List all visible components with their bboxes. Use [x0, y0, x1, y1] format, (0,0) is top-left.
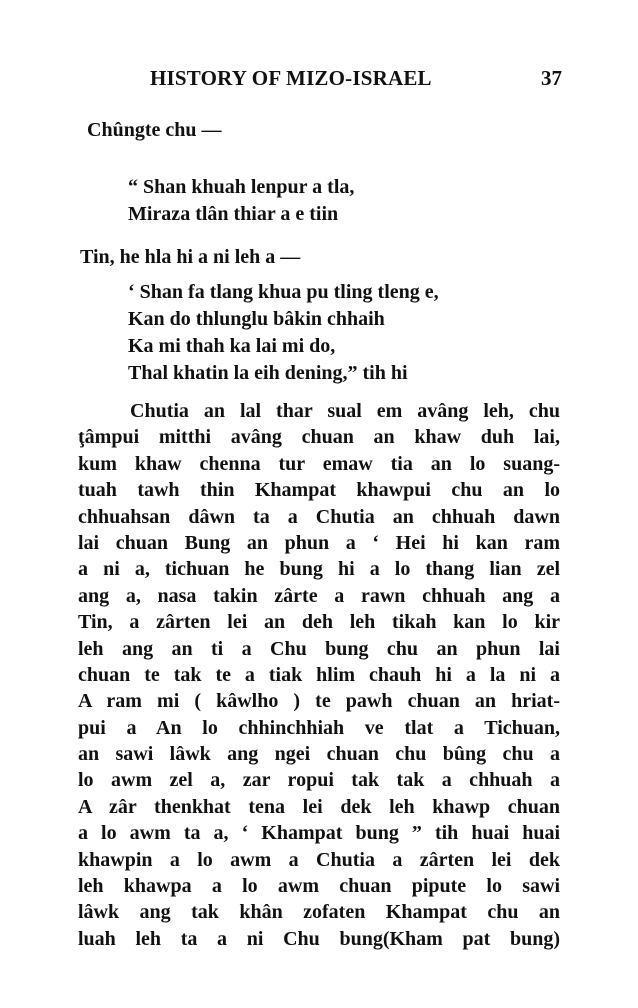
paragraph-line: luah leh ta a ni Chu bung(Kham pat bung)	[78, 927, 560, 950]
verse-intro-line: Tin, he hla hi a ni leh a —	[80, 246, 301, 268]
verse-line: Ka mi thah ka lai mi do,	[128, 335, 336, 357]
verse-line: Kan do thlunglu bâkin chhaih	[128, 308, 385, 330]
paragraph-line: lâwk ang tak khân zofaten Khampat chu an	[78, 901, 560, 924]
paragraph-line: Chutia an lal thar sual em avâng leh, chu	[130, 400, 560, 422]
paragraph-line: ţâmpui mitthi avâng chuan an khaw duh lai,	[78, 426, 560, 449]
paragraph-line: khawpin a lo awm a Chutia a zârten lei dek	[78, 848, 560, 871]
paragraph-line: an sawi lâwk ang ngei chuan chu bûng chu a	[78, 743, 560, 766]
paragraph-line: kum khaw chenna tur emaw tia an lo suang-	[78, 452, 560, 475]
body-paragraph	[78, 398, 560, 952]
paragraph-line: pui a An lo chhinchhiah ve tlat a Tichuan,	[78, 716, 560, 739]
verse-block-2	[128, 279, 439, 387]
paragraph-line: leh ang an ti a Chu bung chu an phun lai	[78, 637, 560, 660]
paragraph-line: leh khawpa a lo awm chuan pipute lo sawi	[78, 875, 560, 898]
verse-line: Miraza tlân thiar a e tiin	[128, 203, 339, 225]
paragraph-line: tuah tawh thin Khampat khawpui chu an lo	[78, 479, 560, 502]
verse-line: Thal khatin la eih dening,” tih hi	[128, 362, 408, 384]
paragraph-line: ang a, nasa takin zârte a rawn chhuah ang a	[78, 584, 560, 607]
paragraph-line: Tin, a zârten lei an deh leh tikah kan lo kir	[78, 611, 560, 634]
paragraph-line: chuan te tak te a tiak hlim chauh hi a la ni a	[78, 663, 560, 686]
paragraph-line: lo awm zel a, zar ropui tak tak a chhuah a	[78, 769, 560, 792]
page-number: 37	[541, 66, 562, 90]
verse-line: ‘ Shan fa tlang khua pu tling tleng e,	[128, 281, 439, 303]
paragraph-line: chhuahsan dâwn ta a Chutia an chhuah dawn	[78, 505, 560, 528]
paragraph-line: a ni a, tichuan he bung hi a lo thang lian zel	[78, 558, 560, 581]
paragraph-line: A zâr thenkhat tena lei dek leh khawp chuan	[78, 795, 560, 818]
paragraph-line: A ram mi ( kâwlho ) te pawh chuan an hriat-	[78, 690, 560, 713]
paragraph-line: lai chuan Bung an phun a ‘ Hei hi kan ram	[78, 531, 560, 554]
paragraph-line: a lo awm ta a, ‘ Khampat bung ” tih huai huai	[78, 822, 560, 845]
running-title: HISTORY OF MIZO-ISRAEL	[150, 66, 432, 90]
verse-line: “ Shan khuah lenpur a tla,	[128, 176, 355, 198]
verse-block-1	[128, 174, 354, 228]
intro-line: Chûngte chu —	[87, 119, 222, 141]
